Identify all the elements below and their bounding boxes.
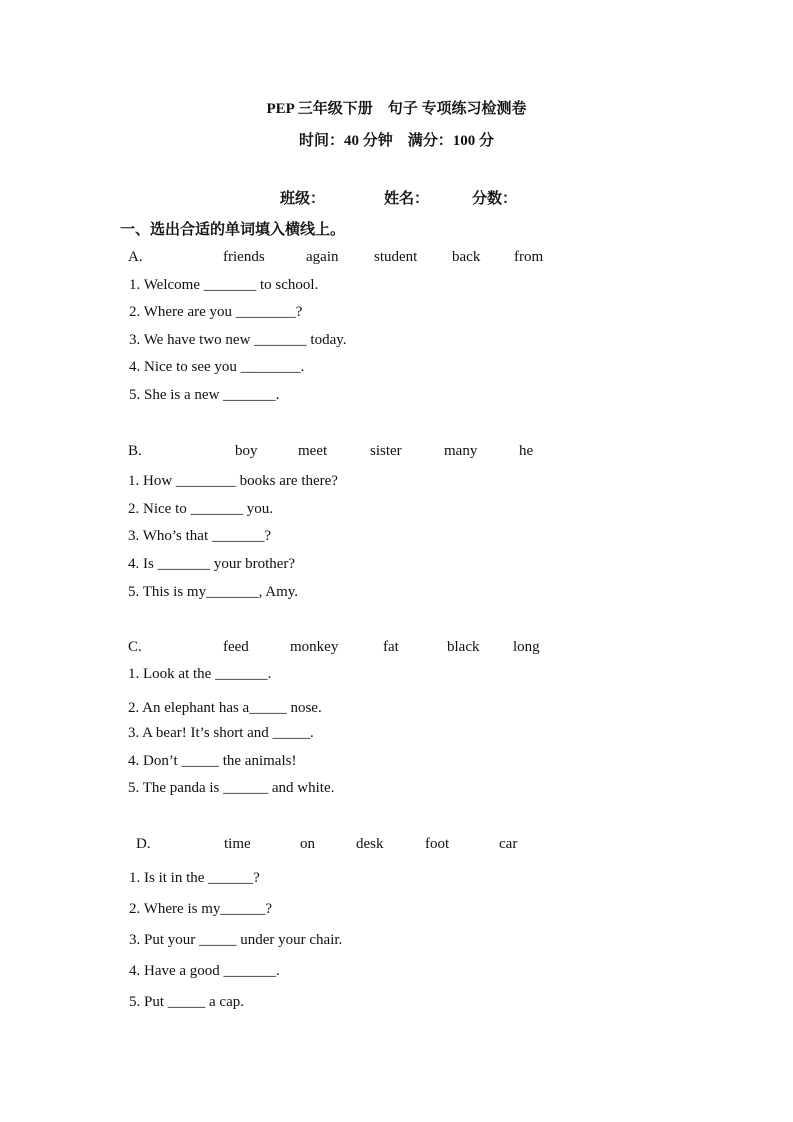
question: 4. Don’t _____ the animals!: [128, 753, 297, 769]
question: 2. Where is my______?: [129, 901, 273, 917]
question: 3. We have two new _______ today.: [129, 332, 347, 348]
word-bank-item: desk: [356, 836, 384, 852]
word-bank-item: car: [499, 836, 518, 852]
question: 5. Put _____ a cap.: [129, 994, 244, 1010]
question: 5. She is a new _______.: [129, 387, 280, 403]
page-subtitle: 时间：40 分钟 满分：100 分: [298, 133, 494, 149]
question: 1. How ________ books are there?: [128, 473, 338, 489]
word-bank-item: black: [447, 639, 480, 655]
group-label: A.: [128, 249, 143, 265]
word-bank-item: fat: [383, 639, 399, 655]
question: 3. Put your _____ under your chair.: [129, 932, 343, 948]
word-bank-item: meet: [298, 443, 328, 459]
question: 5. The panda is ______ and white.: [128, 780, 335, 796]
question: 3. Who’s that _______?: [128, 528, 272, 544]
question: 5. This is my_______, Amy.: [128, 584, 299, 600]
question: 4. Is _______ your brother?: [128, 556, 296, 572]
question: 1. Is it in the ______?: [129, 870, 260, 886]
word-bank-item: again: [306, 249, 339, 265]
word-bank-item: from: [514, 249, 544, 265]
group-label: D.: [136, 836, 151, 852]
word-bank-item: sister: [370, 443, 402, 459]
word-bank-item: he: [519, 443, 534, 459]
page-title: PEP 三年级下册 句子 专项练习检测卷: [266, 101, 527, 117]
word-bank-item: long: [513, 639, 540, 655]
word-bank-item: foot: [425, 836, 450, 852]
question: 4. Nice to see you ________.: [129, 359, 305, 375]
word-bank-item: boy: [235, 443, 258, 459]
word-bank-item: student: [374, 249, 418, 265]
question: 4. Have a good _______.: [129, 963, 280, 979]
question: 1. Look at the _______.: [128, 666, 272, 682]
word-bank-item: monkey: [290, 639, 339, 655]
word-bank-item: friends: [223, 249, 265, 265]
word-bank-item: on: [300, 836, 315, 852]
question: 3. A bear! It’s short and _____.: [128, 725, 314, 741]
group-label: C.: [128, 639, 142, 655]
class-label: 班级：: [280, 191, 326, 207]
question: 2. Where are you ________?: [129, 304, 303, 320]
section-one-heading: 一、选出合适的单词填入横线上。: [120, 222, 346, 238]
word-bank-item: time: [224, 836, 251, 852]
word-bank-item: back: [452, 249, 481, 265]
question: 1. Welcome _______ to school.: [129, 277, 319, 293]
group-label: B.: [128, 443, 142, 459]
score-label: 分数：: [472, 191, 518, 207]
name-label: 姓名：: [384, 191, 430, 207]
word-bank-item: many: [444, 443, 478, 459]
question: 2. An elephant has a_____ nose.: [128, 700, 322, 716]
word-bank-item: feed: [223, 639, 249, 655]
question: 2. Nice to _______ you.: [128, 501, 273, 517]
